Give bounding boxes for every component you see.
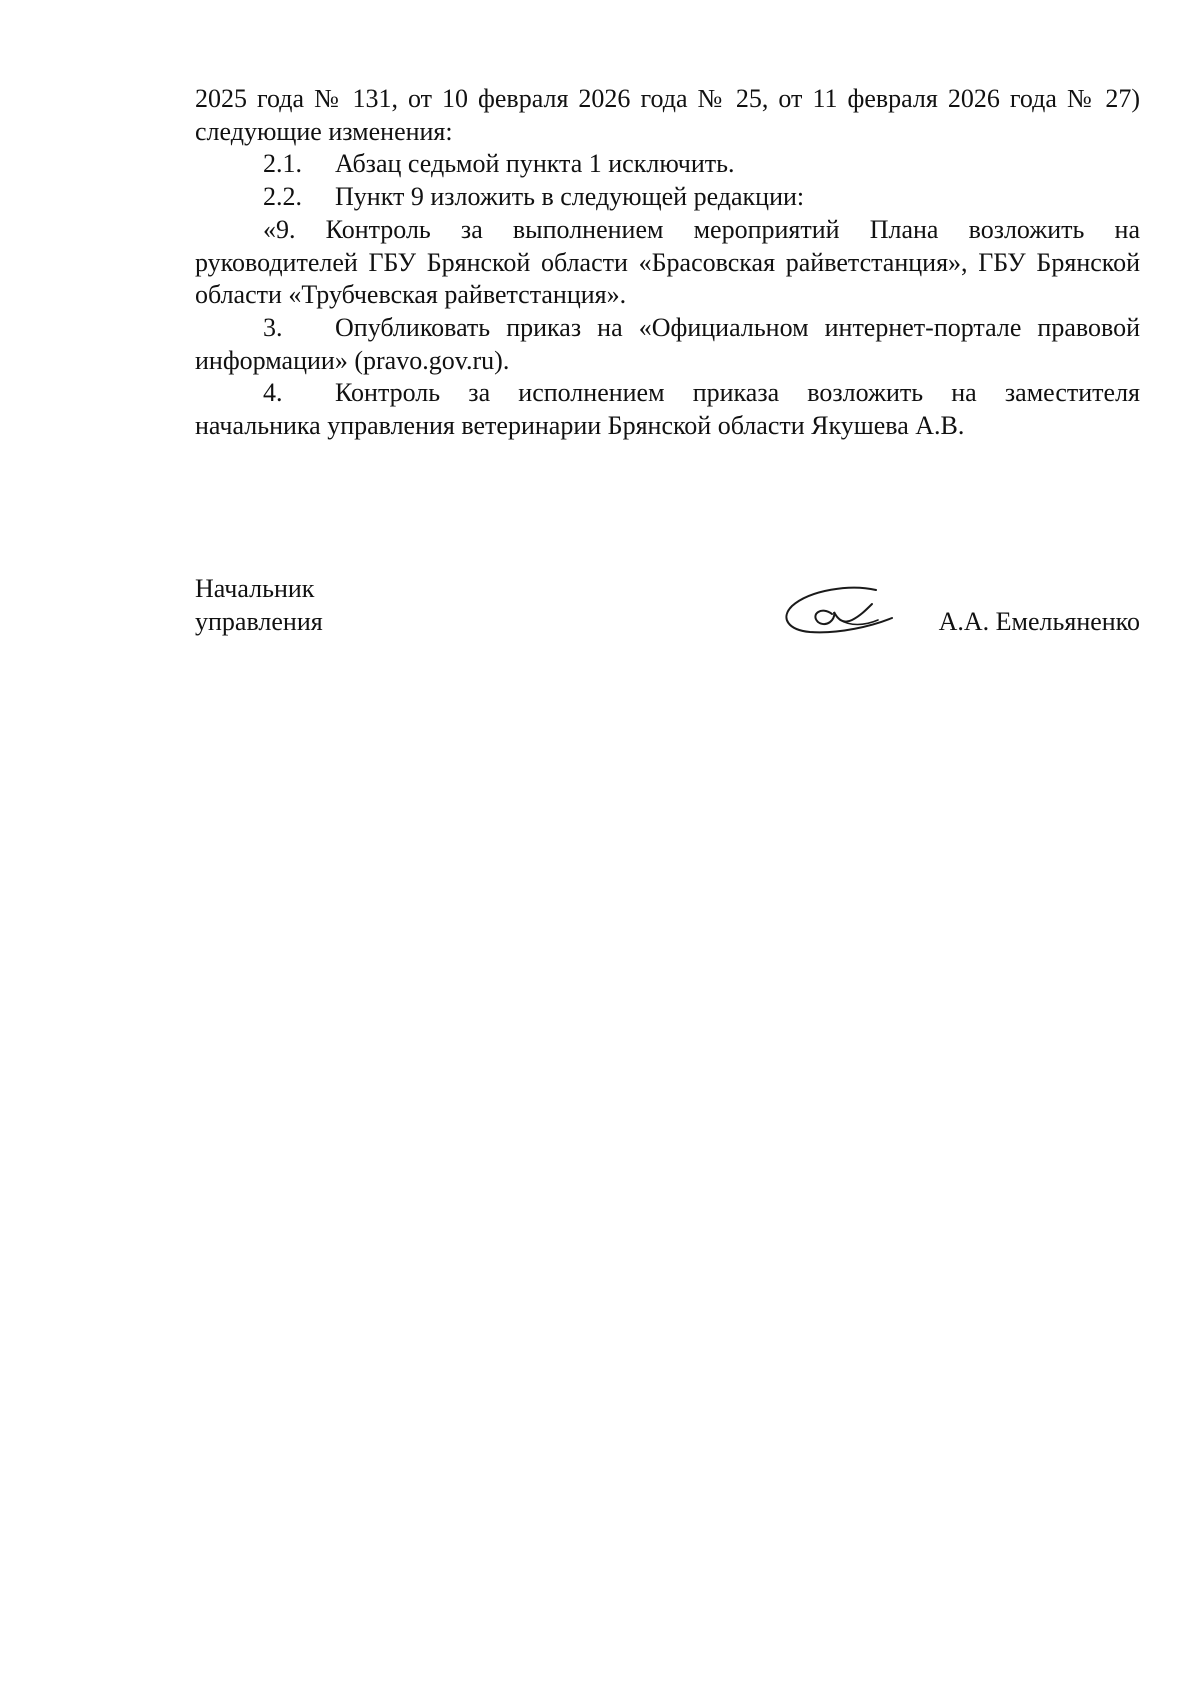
item-text: Опубликовать приказ на «Официальном интернет-портале правовой информации» (pravo.gov.ru). <box>195 312 1140 375</box>
item-4 <box>195 377 1140 442</box>
continuation-paragraph <box>195 83 1140 148</box>
item-text: Абзац седьмой пункта 1 исключить. <box>335 149 735 179</box>
handwritten-signature <box>780 580 900 640</box>
document-body <box>195 83 1140 443</box>
item-text: Контроль за исполнением приказа возложить на заместителя начальника управления ветеринарии Брянской области Якушева А.В. <box>195 378 1140 441</box>
item-number: 4. <box>263 378 283 408</box>
item-2-2 <box>195 181 1140 214</box>
signatory-title-line1: Начальник <box>195 574 315 603</box>
item-text: Пункт 9 изложить в следующей редакции: <box>335 182 805 212</box>
quoted-item-9 <box>195 214 1140 312</box>
signatory-title-line2: управления <box>195 607 323 636</box>
paragraph-text: 2025 года № 131, от 10 февраля 2026 года № 25, от 11 февраля 2026 года № 27) следующие изменения: <box>195 84 1140 146</box>
item-number: 2.2. <box>263 182 302 212</box>
item-2-1 <box>195 148 1140 181</box>
signatory-title <box>195 572 323 638</box>
quoted-text: «9. Контроль за выполнением мероприятий Плана возложить на руководителей ГБУ Брянской области «Брасовская райветстанция», ГБУ Брянской области «Трубчевская райветстанция». <box>195 214 1140 310</box>
item-number: 3. <box>263 312 283 342</box>
item-3 <box>195 312 1140 377</box>
item-number: 2.1. <box>263 149 302 179</box>
signatory-name: А.А. Емельяненко <box>938 607 1140 636</box>
